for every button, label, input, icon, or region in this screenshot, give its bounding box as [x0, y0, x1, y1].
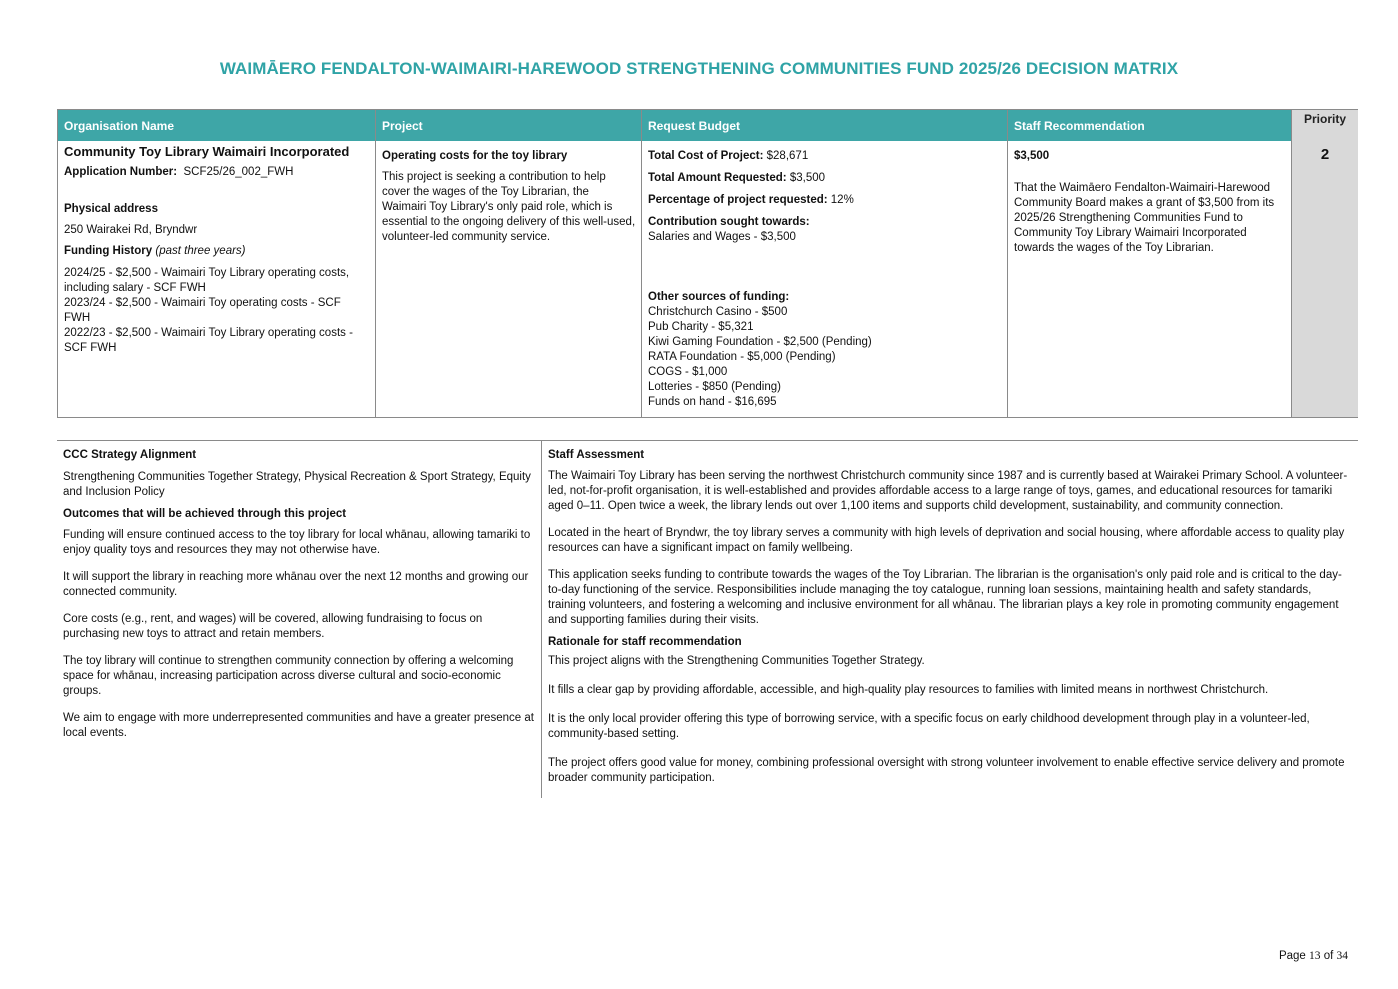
assessment-paragraph: Located in the heart of Bryndwr, the toy library serves a community with high levels of deprivation and social housing, where affordable access to quality play resources can have a significant impact on family wellbeing.	[548, 527, 1345, 554]
priority-value: 2	[1320, 146, 1330, 163]
funding-history-label: Funding History (past three years)	[64, 245, 246, 257]
other-funding-item: Lotteries - $850 (Pending)	[648, 381, 781, 393]
decision-table	[57, 109, 1358, 418]
page-number: Page 13 of 34	[1278, 950, 1348, 962]
address-value: 250 Wairakei Rd, Bryndwr	[64, 224, 198, 236]
assessment-section	[57, 440, 1358, 798]
recommendation-cell	[1008, 141, 1291, 417]
funding-history-item: 2022/23 - $2,500 - Waimairi Toy Library operating costs - SCF FWH	[64, 327, 353, 354]
alignment-strategies: Strengthening Communities Together Strategy, Physical Recreation & Sport Strategy, Equity and Inclusion Policy	[63, 471, 531, 498]
other-funding-item: Pub Charity - $5,321	[648, 321, 754, 333]
percent-requested: Percentage of project requested: 12%	[648, 194, 854, 206]
amount-requested: Total Amount Requested: $3,500	[648, 172, 826, 184]
outcomes-heading: Outcomes that will be achieved through this project	[63, 508, 347, 520]
other-funding-item: RATA Foundation - $5,000 (Pending)	[648, 351, 836, 363]
contribution-value: Salaries and Wages - $3,500	[648, 231, 796, 243]
header-recommendation: Staff Recommendation	[1008, 110, 1291, 141]
other-funding-item: Christchurch Casino - $500	[648, 306, 788, 318]
strategy-alignment	[57, 440, 541, 749]
rationale-item: It fills a clear gap by providing affordable, accessible, and high-quality play resources to families with limited means in northwest Christchurch.	[548, 684, 1269, 696]
recommendation-text: That the Waimāero Fendalton-Waimairi-Harewood Community Board makes a grant of $3,500 from its 2025/26 Strengthening Communities Fund to Community Toy Library Waimairi Incorporated towards the wages of the Toy Librarian.	[1014, 182, 1275, 254]
assessment-paragraph: This application seeks funding to contribute towards the wages of the Toy Librarian. The librarian is the organisation's only paid role and is critical to the day-to-day functioning of the service. Responsibilities include managing the toy catalogue, running loan sessions, maintaining health and safety standards, training volunteers, and fostering a welcoming and inclusive environment for all whānau. The librarian plays a key role in promoting community engagement and supporting families during their visits.	[548, 569, 1342, 626]
other-funding-item: Kiwi Gaming Foundation - $2,500 (Pending)	[648, 336, 872, 348]
other-funding-label: Other sources of funding:	[648, 291, 790, 303]
organisation-name: Community Toy Library Waimairi Incorporated	[64, 144, 350, 159]
assessment-heading: Staff Assessment	[548, 449, 645, 461]
recommendation-amount: $3,500	[1014, 150, 1050, 162]
address-label: Physical address	[64, 203, 158, 215]
budget-cell	[642, 141, 1008, 417]
rationale-item: It is the only local provider offering this type of borrowing service, with a specific focus on early childhood development through play in a volunteer-led, community-based setting.	[548, 713, 1310, 740]
other-funding-item: Funds on hand - $16,695	[648, 396, 777, 408]
funding-history-item: 2024/25 - $2,500 - Waimairi Toy Library operating costs, including salary - SCF FWH	[64, 267, 350, 294]
assessment-paragraph: The Waimairi Toy Library has been serving the northwest Christchurch community since 1987 and is currently based at Wairakei Primary School. A volunteer-led, not-for-profit organisation, it is well-established and provides affordable access to a large range of toys, games, and educational resources for tamariki aged 0–11. Open twice a week, the library lends out over 1,100 items and supports child development, sustainability, and community connection.	[548, 470, 1348, 512]
header-project: Project	[376, 110, 642, 141]
project-cell	[376, 141, 642, 417]
header-budget: Request Budget	[642, 110, 1008, 141]
rationale-item: This project aligns with the Strengthening Communities Together Strategy.	[548, 655, 925, 667]
header-priority: Priority	[1303, 112, 1346, 126]
project-title: Operating costs for the toy library	[382, 150, 568, 162]
rationale-item: The project offers good value for money, combining professional oversight with strong volunteer involvement to enable effective service delivery and promote broader community participation.	[548, 757, 1345, 784]
outcome-item: The toy library will continue to strengthen community connection by offering a welcoming space for whānau, increasing participation across diverse cultural and socio-economic groups.	[63, 655, 514, 697]
outcome-item: It will support the library in reaching more whānau over the next 12 months and growing our connected community.	[63, 571, 529, 598]
rationale-heading: Rationale for staff recommendation	[548, 636, 742, 648]
outcome-item: Funding will ensure continued access to the toy library for local whānau, allowing tamariki to enjoy quality toys and resources they may not otherwise have.	[63, 529, 531, 556]
page-title: WAIMĀERO FENDALTON-WAIMAIRI-HAREWOOD STRENGTHENING COMMUNITIES FUND 2025/26 DECISION MATRIX	[219, 59, 1179, 78]
organisation-cell	[58, 141, 376, 417]
total-cost: Total Cost of Project: $28,671	[648, 150, 809, 162]
project-description: This project is seeking a contribution to help cover the wages of the Toy Librarian, the Waimairi Toy Library's only paid role, which is essential to the ongoing delivery of this well-used, volunteer-led community service.	[382, 171, 636, 243]
staff-assessment	[542, 440, 1358, 794]
outcome-item: We aim to engage with more underrepresented communities and have a greater presence at local events.	[63, 712, 534, 739]
header-organisation: Organisation Name	[58, 110, 376, 141]
alignment-heading: CCC Strategy Alignment	[63, 449, 197, 461]
outcome-item: Core costs (e.g., rent, and wages) will be covered, allowing fundraising to focus on purchasing new toys to attract and retain members.	[63, 613, 483, 640]
application-number: Application Number: SCF25/26_002_FWH	[64, 166, 294, 178]
funding-history-item: 2023/24 - $2,500 - Waimairi Toy operating costs - SCF FWH	[64, 297, 341, 324]
other-funding-item: COGS - $1,000	[648, 366, 728, 378]
contribution-label: Contribution sought towards:	[648, 216, 810, 228]
